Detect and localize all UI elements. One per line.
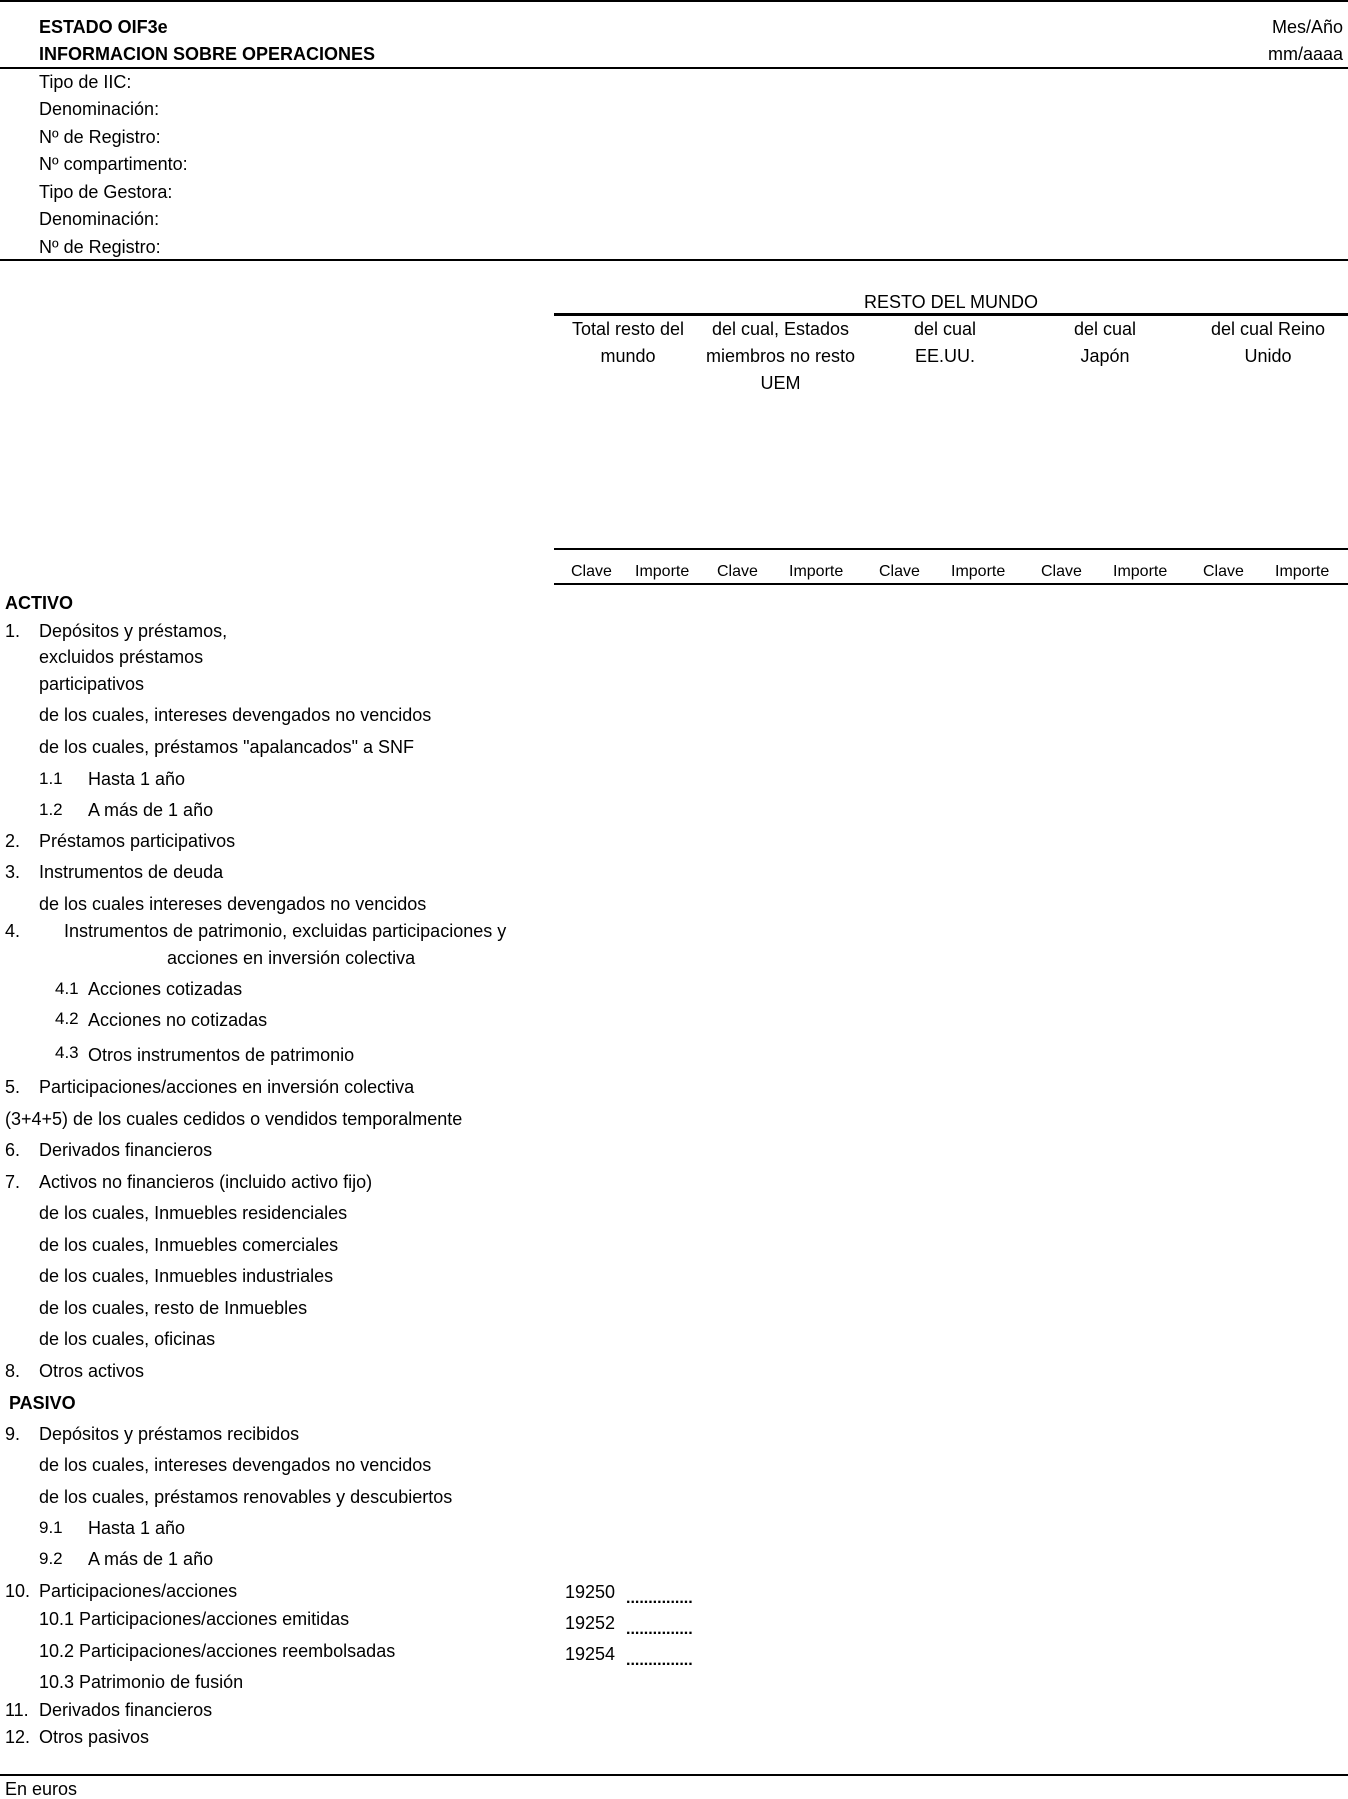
row-number: 6. [5,1140,21,1160]
clave-code: 19250 [565,1582,616,1602]
row-number: 10. [5,1581,31,1601]
sub-column-header: Importe [789,563,844,580]
row-label: de los cuales, resto de Inmuebles [39,1298,308,1318]
row-label: (3+4+5) de los cuales cedidos o vendidos temporalmente [5,1109,463,1129]
section-activo: ACTIVO [5,593,74,613]
row-label: A más de 1 año [88,1549,214,1569]
row-number: 9. [5,1424,21,1444]
id-denominacion: Denominación: [39,99,160,119]
row-number: 8. [5,1361,21,1381]
clave-code: 19252 [565,1613,616,1633]
id-compartimento: Nº compartimento: [39,154,188,174]
footer-note: En euros [5,1779,78,1799]
row-label: de los cuales, Inmuebles comerciales [39,1235,339,1255]
row-label: Derivados financieros [39,1700,213,1720]
header-rule [0,67,1348,69]
row-label: de los cuales, intereses devengados no vencidos [39,1455,432,1475]
sub-column-header: Importe [951,563,1006,580]
column-header: del cual, Estados miembros no resto UEM [705,319,856,393]
row-label: de los cuales intereses devengados no vencidos [39,894,427,914]
row-label: Hasta 1 año [88,1518,186,1538]
section-pasivo: PASIVO [9,1393,76,1413]
sub-column-header: Clave [1203,563,1244,580]
id-tipo-iic: Tipo de IIC: [39,72,132,92]
row-number: 9.1 [39,1518,63,1537]
row-number: 4. [5,921,21,941]
row-number: 9.2 [39,1549,63,1568]
row-label: de los cuales, Inmuebles industriales [39,1266,334,1286]
row-label: de los cuales, oficinas [39,1329,216,1349]
row-label: A más de 1 año [88,800,214,820]
identification-rule [0,259,1348,261]
row-number: 1.1 [39,769,63,788]
footer-rule [0,1774,1348,1776]
row-label: Depósitos y préstamos recibidos [39,1424,300,1444]
subheader-top-rule [554,548,1348,550]
subheader-bottom-rule [554,583,1348,585]
row-label: Participaciones/acciones [39,1581,238,1601]
group-title: RESTO DEL MUNDO [863,292,1039,312]
row-label: acciones en inversión colectiva [167,948,416,968]
row-number: 12. [5,1727,31,1747]
row-label: Otros pasivos [39,1727,150,1747]
row-number: 7. [5,1172,21,1192]
id-registro: Nº de Registro: [39,127,161,147]
form-subtitle: INFORMACION SOBRE OPERACIONES [39,44,376,64]
period-label: Mes/Año [1271,17,1343,37]
importe-field[interactable]: ............... [626,1590,693,1607]
row-label: Activos no financieros (incluido activo fijo) [39,1172,373,1192]
row-label: Depósitos y préstamos, [39,621,228,641]
row-number: 2. [5,831,21,851]
period-format: mm/aaaa [1267,44,1343,64]
row-label: de los cuales, préstamos "apalancados" a SNF [39,737,414,757]
row-label: 10.2 Participaciones/acciones reembolsadas [39,1641,396,1661]
id-denominacion-gestora: Denominación: [39,209,160,229]
row-number: 4.1 [55,979,79,998]
row-number: 11. [5,1700,29,1720]
row-number: 5. [5,1077,21,1097]
form-title: ESTADO OIF3e [39,17,168,37]
row-label: Instrumentos de patrimonio, excluidas participaciones y [64,921,507,941]
sub-column-header: Clave [571,563,612,580]
row-label: Participaciones/acciones en inversión colectiva [39,1077,415,1097]
row-label: Otros instrumentos de patrimonio [88,1045,355,1065]
clave-code: 19254 [565,1644,616,1664]
row-label: Derivados financieros [39,1140,213,1160]
row-number: 1. [5,621,21,641]
sub-column-header: Clave [1041,563,1082,580]
sub-column-header: Importe [1275,563,1330,580]
row-label: de los cuales, Inmuebles residenciales [39,1203,348,1223]
row-label: de los cuales, intereses devengados no vencidos [39,705,432,725]
column-header: del cual EE.UU. [913,319,977,366]
row-label: excluidos préstamos [39,647,204,667]
row-label: Acciones cotizadas [88,979,243,999]
row-number: 4.3 [55,1043,79,1062]
id-tipo-gestora: Tipo de Gestora: [39,182,173,202]
importe-field[interactable]: ............... [626,1621,693,1638]
row-label: 10.3 Patrimonio de fusión [39,1672,244,1692]
row-number: 3. [5,862,21,882]
sub-column-header: Importe [1113,563,1168,580]
sub-column-header: Clave [717,563,758,580]
importe-field[interactable]: ............... [626,1652,693,1669]
row-label: de los cuales, préstamos renovables y descubiertos [39,1487,453,1507]
row-label: Acciones no cotizadas [88,1010,268,1030]
column-header: Total resto del mundo [571,319,685,366]
row-label: Instrumentos de deuda [39,862,224,882]
column-header: del cual Japón [1073,319,1137,366]
row-label: participativos [39,674,145,694]
row-label: Préstamos participativos [39,831,236,851]
row-number: 4.2 [55,1009,79,1028]
sub-column-header: Importe [635,563,690,580]
id-registro-gestora: Nº de Registro: [39,237,161,257]
sub-column-header: Clave [879,563,920,580]
row-label: Hasta 1 año [88,769,186,789]
column-header: del cual Reino Unido [1210,319,1326,366]
row-number: 1.2 [39,800,63,819]
top-rule [0,0,1348,2]
row-label: Otros activos [39,1361,145,1381]
row-label: 10.1 Participaciones/acciones emitidas [39,1609,350,1629]
